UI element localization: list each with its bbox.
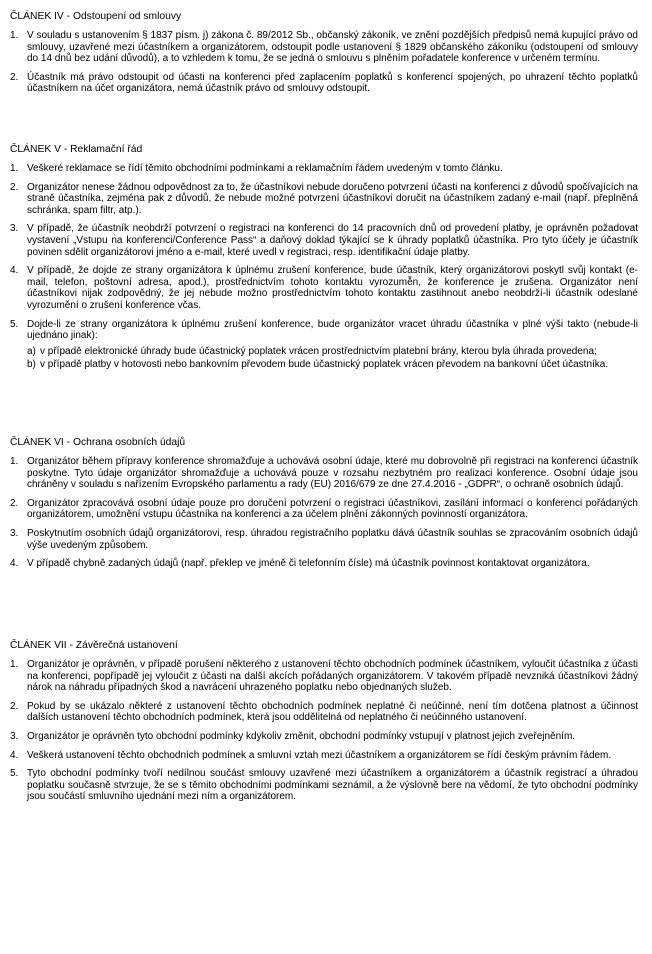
item-number: 5. [10, 318, 19, 330]
item-text: V souladu s ustanovením § 1837 písm. j) zákona č. 89/2012 Sb., občanský zákoník, ve znění pozdějších předpisů nemá kupující právo od smlouvy, uzavřené mezi účastníkem a organizátorem, odstoupit podle ustanovení § 1829 občanského zákoníku (odstoupení od smlouvy do 14 dnů bez udání důvodů), a to vzhledem k tomu, že se jedná o smlouvu s plněním pořadatele konference v určeném termínu. [27, 30, 638, 65]
article-heading: ČLÁNEK V - Reklamační řád [10, 144, 143, 155]
article-item [10, 659, 638, 694]
item-text: V případě chybně zadaných údajů (např. překlep ve jméně či telefonním čísle) má účastník povinnost kontaktovat organizátora. [27, 558, 590, 570]
item-text: Dojde-li ze strany organizátora k úplnému zrušení konference, bude organizátor vracet úhradu účastníka v plné výši takto (nebude-li ujednáno jinak): [27, 318, 638, 342]
item-number: 2. [10, 181, 19, 193]
sub-item-text: v případě platby v hotovosti nebo bankovním převodem bude účastnický poplatek vrácen převodem na bankovní účet účastníka. [40, 359, 609, 371]
article-item [10, 558, 638, 570]
item-text: Tyto obchodní podmínky tvoří nedílnou součást smlouvy uzavřené mezi účastníkem a organizátorem a účastník registrací a úhradou poplatku současně stvrzuje, že se s těmito obchodními podmínkami seznámil, a že výslovně bere na vědomí, že tyto obchodní podmínky jsou součástí smluvního ujednání mezi ním a organizátorem. [27, 768, 638, 803]
sub-item-text: v případě elektronické úhrady bude účastnický poplatek vrácen prostřednictvím platební brány, kterou byla úhrada provedena; [40, 345, 597, 357]
article-item [10, 498, 638, 521]
article-v [10, 143, 638, 373]
item-text: Veškerá ustanovení těchto obchodních podmínek a smluvní vztah mezi účastníkem a organizátorem se řídí českým právním řádem. [27, 749, 612, 761]
item-number: 2. [10, 71, 19, 83]
sub-item [27, 346, 638, 358]
article-item [10, 528, 638, 551]
article-item [10, 265, 638, 311]
item-text: Účastník má právo odstoupit od účasti na konferenci před zaplacením poplatků s konferencí spojených, po uhrazení těchto poplatků účastníkem na účet organizátora, nemá účastník právo od smlouvy odstoupit. [27, 71, 638, 95]
sub-item-letter: b) [27, 359, 36, 371]
item-text: Organizátor je oprávněn tyto obchodní podmínky kdykoliv změnit, obchodní podmínky vstupují v platnost jejich zveřejněním. [27, 730, 576, 742]
item-text: Pokud by se ukázalo některé z ustanovení těchto obchodních podmínek neplatné či neúčinné, není tím dotčena platnost a účinnost dalších ustanovení těchto obchodních podmínek, která jsou oddělitelná od neplatného či neúčinného ustanovení. [27, 700, 638, 724]
article-item [10, 182, 638, 217]
article-heading: ČLÁNEK VI - Ochrana osobních údajů [10, 437, 186, 448]
item-number: 2. [10, 497, 19, 509]
item-text: Poskytnutím osobních údajů organizátorovi, resp. úhradou registračního poplatku dává účastník souhlas se zpracováním osobních údajů výše uvedeným způsobem. [27, 527, 638, 551]
article-item-list [10, 30, 638, 95]
article-heading: ČLÁNEK IV - Odstoupení od smlouvy [10, 11, 182, 22]
article-item-list [10, 163, 638, 371]
article-item [10, 731, 638, 743]
item-text: V případě, že účastník neobdrží potvrzení o registraci na konferenci do 14 pracovních dnů od provedení platby, je oprávněn požadovat vystavení „Vstupu na konferenci/Conference Pass“ a daňový doklad týkající se k úhrady poplatků účastníka. Pro tyto účely je účastník povinen sdělit organizátorovi jméno a e-mail, které uvedl v registraci, resp. identifikační údaje platby. [27, 223, 638, 258]
item-text: V případě, že dojde ze strany organizátora k úplnému zrušení konference, bude účastník, který organizátorovi poskytl svůj kontakt (e-mail, telefon, poštovní adresa, apod.), prostřednictvím tohoto kontaktu vyrozumě̌n, že konference je zrušena. Organizátor není účastníkovi nijak zodpovědný, že jej nebude možno prostřednictvím tohoto kontaktu zastihnout anebo neobdrží-li účastník odeslané vyrozumění o zrušení konference včas. [27, 265, 638, 311]
article-item [10, 319, 638, 371]
article-item-list [10, 659, 638, 803]
item-number: 1. [10, 456, 19, 467]
item-number: 1. [10, 659, 19, 670]
article-item [10, 163, 638, 175]
item-text: Organizátor během přípravy konference shromažďuje a uchovává osobní údaje, které mu dobrovolně při registraci na konferenci účastník poskytne. Tyto údaje organizátor shromažďuje a uchovává pouze v rozsahu nezbytném pro realizaci konference. Osobní údaje jsou chráněny v souladu s nařízením Evropského parlamentu a rady (EU) 2016/679 ze dne 27.4.2016 - „GDPR“, o ochraně osobních údajů. [27, 456, 638, 491]
article-iv [10, 10, 638, 95]
item-number: 2. [10, 700, 19, 712]
item-number: 1. [10, 163, 19, 174]
article-item [10, 750, 638, 762]
article-item [10, 456, 638, 491]
item-number: 1. [10, 30, 19, 41]
article-heading: ČLÁNEK VII - Závěrečná ustanovení [10, 640, 178, 651]
item-number: 3. [10, 223, 19, 235]
article-item [10, 768, 638, 803]
sub-item [27, 359, 638, 371]
item-number: 3. [10, 730, 19, 742]
item-number: 4. [10, 749, 19, 761]
article-item [10, 223, 638, 258]
article-vi [10, 436, 638, 570]
article-vii [10, 639, 638, 803]
item-text: Organizátor je oprávněn, v případě porušení některého z ustanovení těchto obchodních podmínek účastníkem, vyloučit účastníka z účasti na konferenci, popřípadě jej vyloučit z účasti na další akcích pořádaných organizátorem. V takovém případě nevzniká účastníkovi žádný nárok na náhradu případných škod a navrácení uhrazeného poplatku nebo objednaných služeb. [27, 659, 638, 694]
sub-item-list [27, 346, 638, 371]
item-text: Organizátor zpracovává osobní údaje pouze pro doručení potvrzení o registraci účastníkovi, zasílání informací o konferenci pořádaných organizátorem, umožnění vstupu účastníka na konferenci a za účelem plnění zákonných povinností organizátora. [27, 497, 638, 521]
sub-item-letter: a) [27, 345, 36, 357]
item-text: Veškeré reklamace se řídí těmito obchodními podmínkami a reklamačním řádem uvedeným v tomto článku. [27, 163, 503, 174]
item-number: 4. [10, 265, 19, 277]
article-item [10, 30, 638, 65]
item-text: Organizátor nenese žádnou odpovědnost za to, že účastníkovi nebude doručeno potvrzení účasti na konferenci z důvodů spočívajících na straně účastníka, zejména pak z důvodů, že nebude možné potvrzení účastníkovi doručit na účastníkem zadaný e-mail (např. přeplněná schránka, spam filtr, atp.). [27, 181, 638, 216]
article-item [10, 72, 638, 95]
item-number: 5. [10, 768, 19, 780]
article-item [10, 701, 638, 724]
item-number: 3. [10, 527, 19, 539]
item-number: 4. [10, 558, 19, 570]
article-item-list [10, 456, 638, 570]
